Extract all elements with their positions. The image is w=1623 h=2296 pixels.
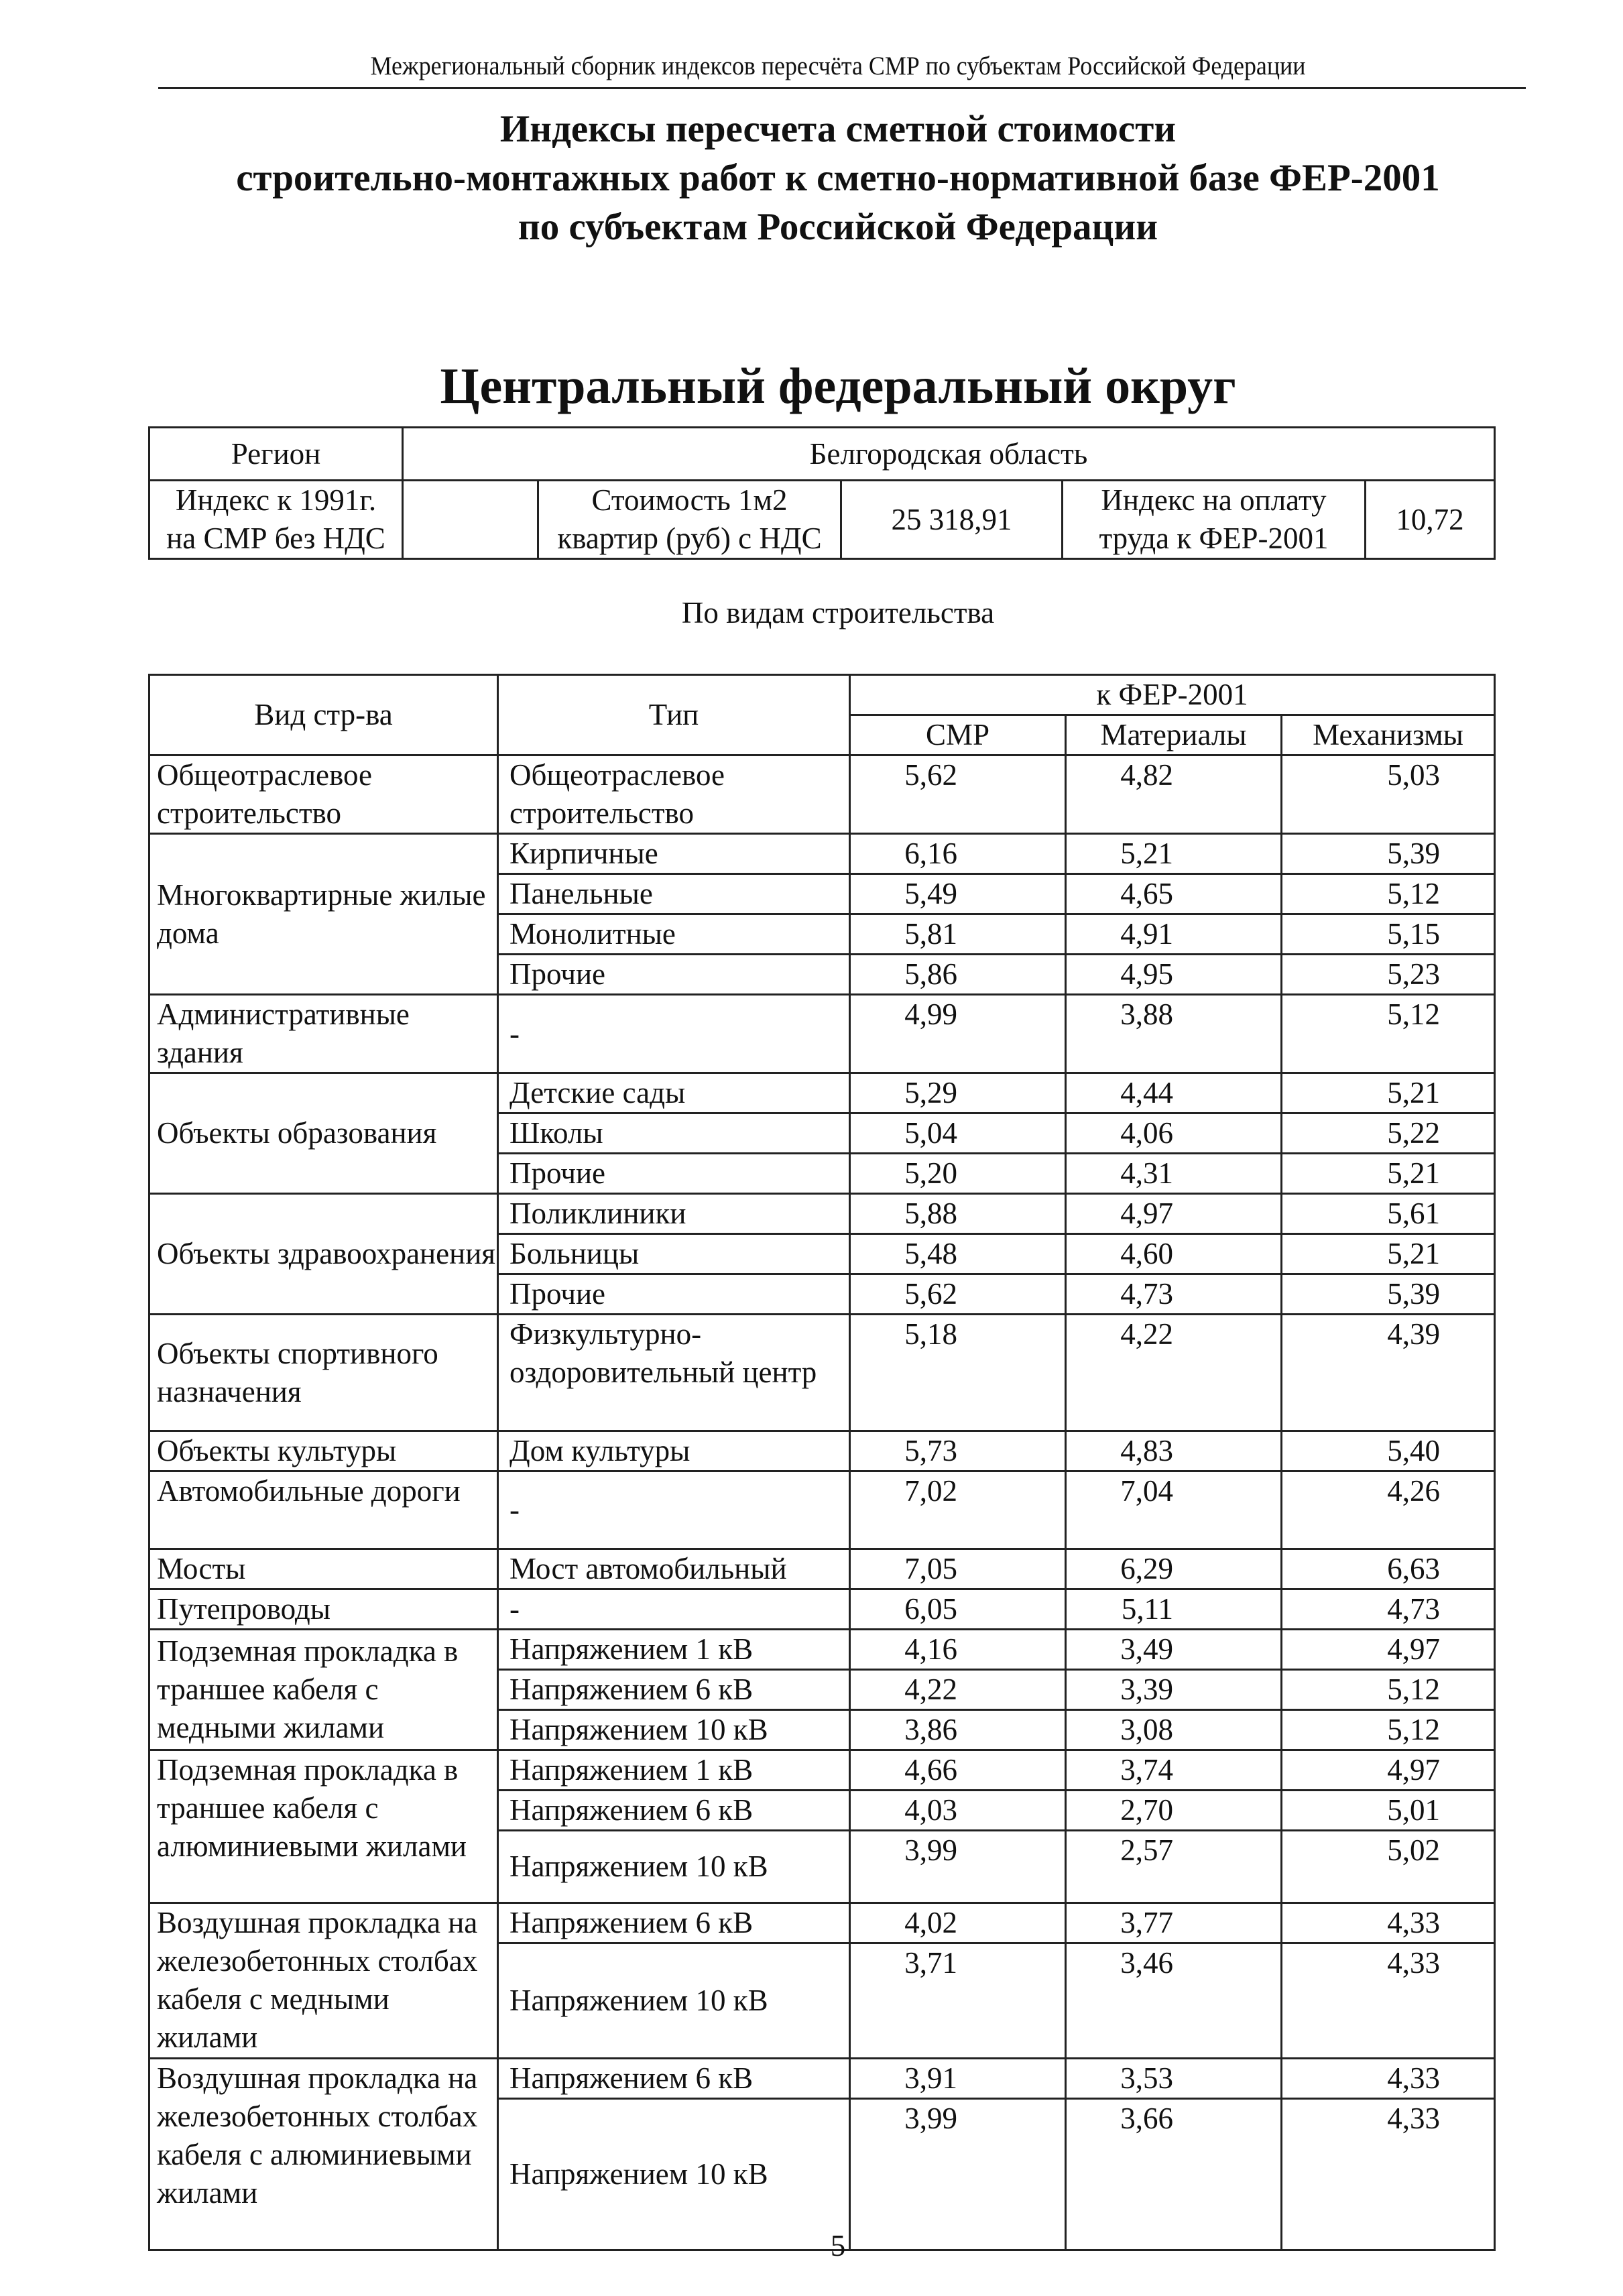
- index-1991-label-line-1: Индекс к 1991г.: [175, 483, 377, 517]
- row-type: Дом культуры: [498, 1431, 850, 1471]
- row-kind: Объекты образования: [149, 1073, 498, 1194]
- running-header: Межрегиональный сборник индексов пересчёта СМР по субъектам Российской Федерации: [370, 52, 1306, 80]
- value-mechanisms: 5,23: [1282, 955, 1495, 995]
- row-type: Напряжением 6 кВ: [498, 1791, 850, 1831]
- value-mechanisms: 5,12: [1282, 1710, 1495, 1750]
- header-type: Тип: [498, 675, 850, 756]
- value-smr: 7,02: [850, 1471, 1066, 1549]
- value-mechanisms: 4,33: [1282, 1903, 1495, 1943]
- index-1991-label: [149, 481, 403, 559]
- cost-value: 25 318,91: [841, 481, 1063, 559]
- value-mechanisms: 5,12: [1282, 1670, 1495, 1710]
- value-materials: 3,66: [1066, 2099, 1282, 2250]
- labor-index-label: [1063, 481, 1366, 559]
- value-smr: 7,05: [850, 1549, 1066, 1589]
- header-kind: Вид стр-ва: [149, 675, 498, 756]
- value-materials: 5,11: [1066, 1589, 1282, 1630]
- row-kind: Объекты спортивного назначения: [149, 1315, 498, 1431]
- row-type: -: [498, 1589, 850, 1630]
- value-materials: 2,57: [1066, 1831, 1282, 1903]
- value-mechanisms: 5,39: [1282, 1274, 1495, 1315]
- value-mechanisms: 5,12: [1282, 874, 1495, 914]
- value-mechanisms: 5,39: [1282, 834, 1495, 874]
- value-mechanisms: 4,97: [1282, 1750, 1495, 1791]
- value-mechanisms: 4,39: [1282, 1315, 1495, 1431]
- value-materials: 4,44: [1066, 1073, 1282, 1113]
- row-type: Мост автомобильный: [498, 1549, 850, 1589]
- value-mechanisms: 4,97: [1282, 1630, 1495, 1670]
- row-type: Больницы: [498, 1234, 850, 1274]
- value-mechanisms: 4,33: [1282, 2099, 1495, 2250]
- value-smr: 4,02: [850, 1903, 1066, 1943]
- value-materials: 4,06: [1066, 1113, 1282, 1154]
- header-mechanisms: Механизмы: [1282, 715, 1495, 756]
- value-materials: 3,74: [1066, 1750, 1282, 1791]
- value-smr: 4,03: [850, 1791, 1066, 1831]
- value-smr: 6,05: [850, 1589, 1066, 1630]
- value-smr: 4,22: [850, 1670, 1066, 1710]
- row-type: Напряжением 1 кВ: [498, 1750, 850, 1791]
- index-table: [148, 674, 1496, 2251]
- row-type: Напряжением 10 кВ: [498, 1831, 850, 1903]
- region-value: Белгородская область: [403, 428, 1495, 481]
- value-smr: 5,62: [850, 1274, 1066, 1315]
- value-smr: 5,73: [850, 1431, 1066, 1471]
- row-kind: Воздушная прокладка на железобетонных столбах кабеля с алюминиевыми жилами: [149, 2059, 498, 2250]
- value-materials: 3,77: [1066, 1903, 1282, 1943]
- value-materials: 5,21: [1066, 834, 1282, 874]
- value-smr: 5,20: [850, 1154, 1066, 1194]
- row-kind: Объекты культуры: [149, 1431, 498, 1471]
- row-type: Монолитные: [498, 914, 850, 955]
- section-subtitle: По видам строительства: [681, 596, 995, 629]
- value-materials: 4,65: [1066, 874, 1282, 914]
- row-kind: Воздушная прокладка на железобетонных столбах кабеля с медными жилами: [149, 1903, 498, 2059]
- value-mechanisms: 5,15: [1282, 914, 1495, 955]
- value-smr: 5,18: [850, 1315, 1066, 1431]
- value-materials: 2,70: [1066, 1791, 1282, 1831]
- row-type: -: [498, 995, 850, 1073]
- value-mechanisms: 5,21: [1282, 1154, 1495, 1194]
- value-smr: 5,04: [850, 1113, 1066, 1154]
- value-smr: 6,16: [850, 834, 1066, 874]
- value-materials: 3,39: [1066, 1670, 1282, 1710]
- row-kind: Мосты: [149, 1549, 498, 1589]
- value-materials: 3,08: [1066, 1710, 1282, 1750]
- value-smr: 5,86: [850, 955, 1066, 995]
- value-materials: 3,49: [1066, 1630, 1282, 1670]
- row-type: Напряжением 1 кВ: [498, 1630, 850, 1670]
- value-materials: 4,83: [1066, 1431, 1282, 1471]
- region-label: Регион: [149, 428, 403, 481]
- value-mechanisms: 5,03: [1282, 756, 1495, 834]
- document-title: [158, 105, 1518, 251]
- header-smr: СМР: [850, 715, 1066, 756]
- value-smr: 4,99: [850, 995, 1066, 1073]
- value-materials: 4,82: [1066, 756, 1282, 834]
- value-mechanisms: 5,40: [1282, 1431, 1495, 1471]
- value-materials: 4,97: [1066, 1194, 1282, 1234]
- row-kind: Объекты здравоохранения: [149, 1194, 498, 1315]
- row-type: Детские сады: [498, 1073, 850, 1113]
- index-1991-value: [403, 481, 538, 559]
- value-mechanisms: 4,26: [1282, 1471, 1495, 1549]
- row-kind: Многоквартирные жилые дома: [149, 834, 498, 995]
- value-smr: 3,99: [850, 1831, 1066, 1903]
- row-type: Кирпичные: [498, 834, 850, 874]
- index-1991-label-line-2: на СМР без НДС: [166, 522, 385, 555]
- value-smr: 5,62: [850, 756, 1066, 834]
- value-materials: 4,22: [1066, 1315, 1282, 1431]
- value-smr: 5,81: [850, 914, 1066, 955]
- value-materials: 4,91: [1066, 914, 1282, 955]
- row-type: Напряжением 6 кВ: [498, 2059, 850, 2099]
- row-type: Напряжением 10 кВ: [498, 2099, 850, 2250]
- value-mechanisms: 6,63: [1282, 1549, 1495, 1589]
- value-materials: 6,29: [1066, 1549, 1282, 1589]
- value-smr: 3,91: [850, 2059, 1066, 2099]
- value-materials: 4,73: [1066, 1274, 1282, 1315]
- cost-label: [538, 481, 841, 559]
- title-line-1: Индексы пересчета сметной стоимости: [499, 108, 1177, 150]
- district-heading: Центральный федеральный округ: [440, 358, 1236, 414]
- value-materials: 4,95: [1066, 955, 1282, 995]
- value-mechanisms: 5,12: [1282, 995, 1495, 1073]
- row-type: Панельные: [498, 874, 850, 914]
- value-materials: 7,04: [1066, 1471, 1282, 1549]
- row-type: Общеотраслевое строительство: [498, 756, 850, 834]
- header-rule: [158, 87, 1526, 89]
- title-line-3: по субъектам Российской Федерации: [518, 206, 1158, 248]
- row-kind: Общеотраслевое строительство: [149, 756, 498, 834]
- value-smr: 3,86: [850, 1710, 1066, 1750]
- value-mechanisms: 5,22: [1282, 1113, 1495, 1154]
- labor-index-label-line-1: Индекс на оплату: [1101, 483, 1327, 517]
- row-kind: Подземная прокладка в траншее кабеля с медными жилами: [149, 1630, 498, 1750]
- cost-label-line-1: Стоимость 1м2: [591, 483, 788, 517]
- value-materials: 3,88: [1066, 995, 1282, 1073]
- row-kind: Автомобильные дороги: [149, 1471, 498, 1549]
- value-smr: 5,48: [850, 1234, 1066, 1274]
- region-info-table: [148, 426, 1496, 560]
- value-mechanisms: 5,21: [1282, 1073, 1495, 1113]
- row-type: Напряжением 6 кВ: [498, 1670, 850, 1710]
- value-mechanisms: 5,21: [1282, 1234, 1495, 1274]
- row-type: Прочие: [498, 955, 850, 995]
- value-smr: 3,99: [850, 2099, 1066, 2250]
- row-type: Поликлиники: [498, 1194, 850, 1234]
- header-materials: Материалы: [1066, 715, 1282, 756]
- value-smr: 5,88: [850, 1194, 1066, 1234]
- value-materials: 4,31: [1066, 1154, 1282, 1194]
- title-line-2: строительно-монтажных работ к сметно-нормативной базе ФЕР-2001: [236, 157, 1440, 199]
- page-number: 5: [830, 2229, 846, 2262]
- row-kind: Путепроводы: [149, 1589, 498, 1630]
- value-smr: 5,29: [850, 1073, 1066, 1113]
- header-group: к ФЕР-2001: [850, 675, 1495, 715]
- row-kind: Административные здания: [149, 995, 498, 1073]
- row-type: Напряжением 10 кВ: [498, 1710, 850, 1750]
- row-type: Напряжением 10 кВ: [498, 1943, 850, 2059]
- row-type: Напряжением 6 кВ: [498, 1903, 850, 1943]
- row-kind: Подземная прокладка в траншее кабеля с алюминиевыми жилами: [149, 1750, 498, 1903]
- value-materials: 3,46: [1066, 1943, 1282, 2059]
- row-type: Прочие: [498, 1274, 850, 1315]
- value-mechanisms: 5,02: [1282, 1831, 1495, 1903]
- row-type: Школы: [498, 1113, 850, 1154]
- value-materials: 4,60: [1066, 1234, 1282, 1274]
- row-type: Физкультурно-оздоровительный центр: [498, 1315, 850, 1431]
- row-type: -: [498, 1471, 850, 1549]
- value-smr: 4,16: [850, 1630, 1066, 1670]
- cost-label-line-2: квартир (руб) с НДС: [557, 522, 822, 555]
- value-smr: 3,71: [850, 1943, 1066, 2059]
- value-mechanisms: 4,33: [1282, 1943, 1495, 2059]
- value-smr: 5,49: [850, 874, 1066, 914]
- labor-index-label-line-2: труда к ФЕР-2001: [1099, 522, 1329, 555]
- value-materials: 3,53: [1066, 2059, 1282, 2099]
- row-type: Прочие: [498, 1154, 850, 1194]
- value-mechanisms: 5,61: [1282, 1194, 1495, 1234]
- labor-index-value: 10,72: [1366, 481, 1495, 559]
- value-mechanisms: 5,01: [1282, 1791, 1495, 1831]
- value-smr: 4,66: [850, 1750, 1066, 1791]
- value-mechanisms: 4,33: [1282, 2059, 1495, 2099]
- value-mechanisms: 4,73: [1282, 1589, 1495, 1630]
